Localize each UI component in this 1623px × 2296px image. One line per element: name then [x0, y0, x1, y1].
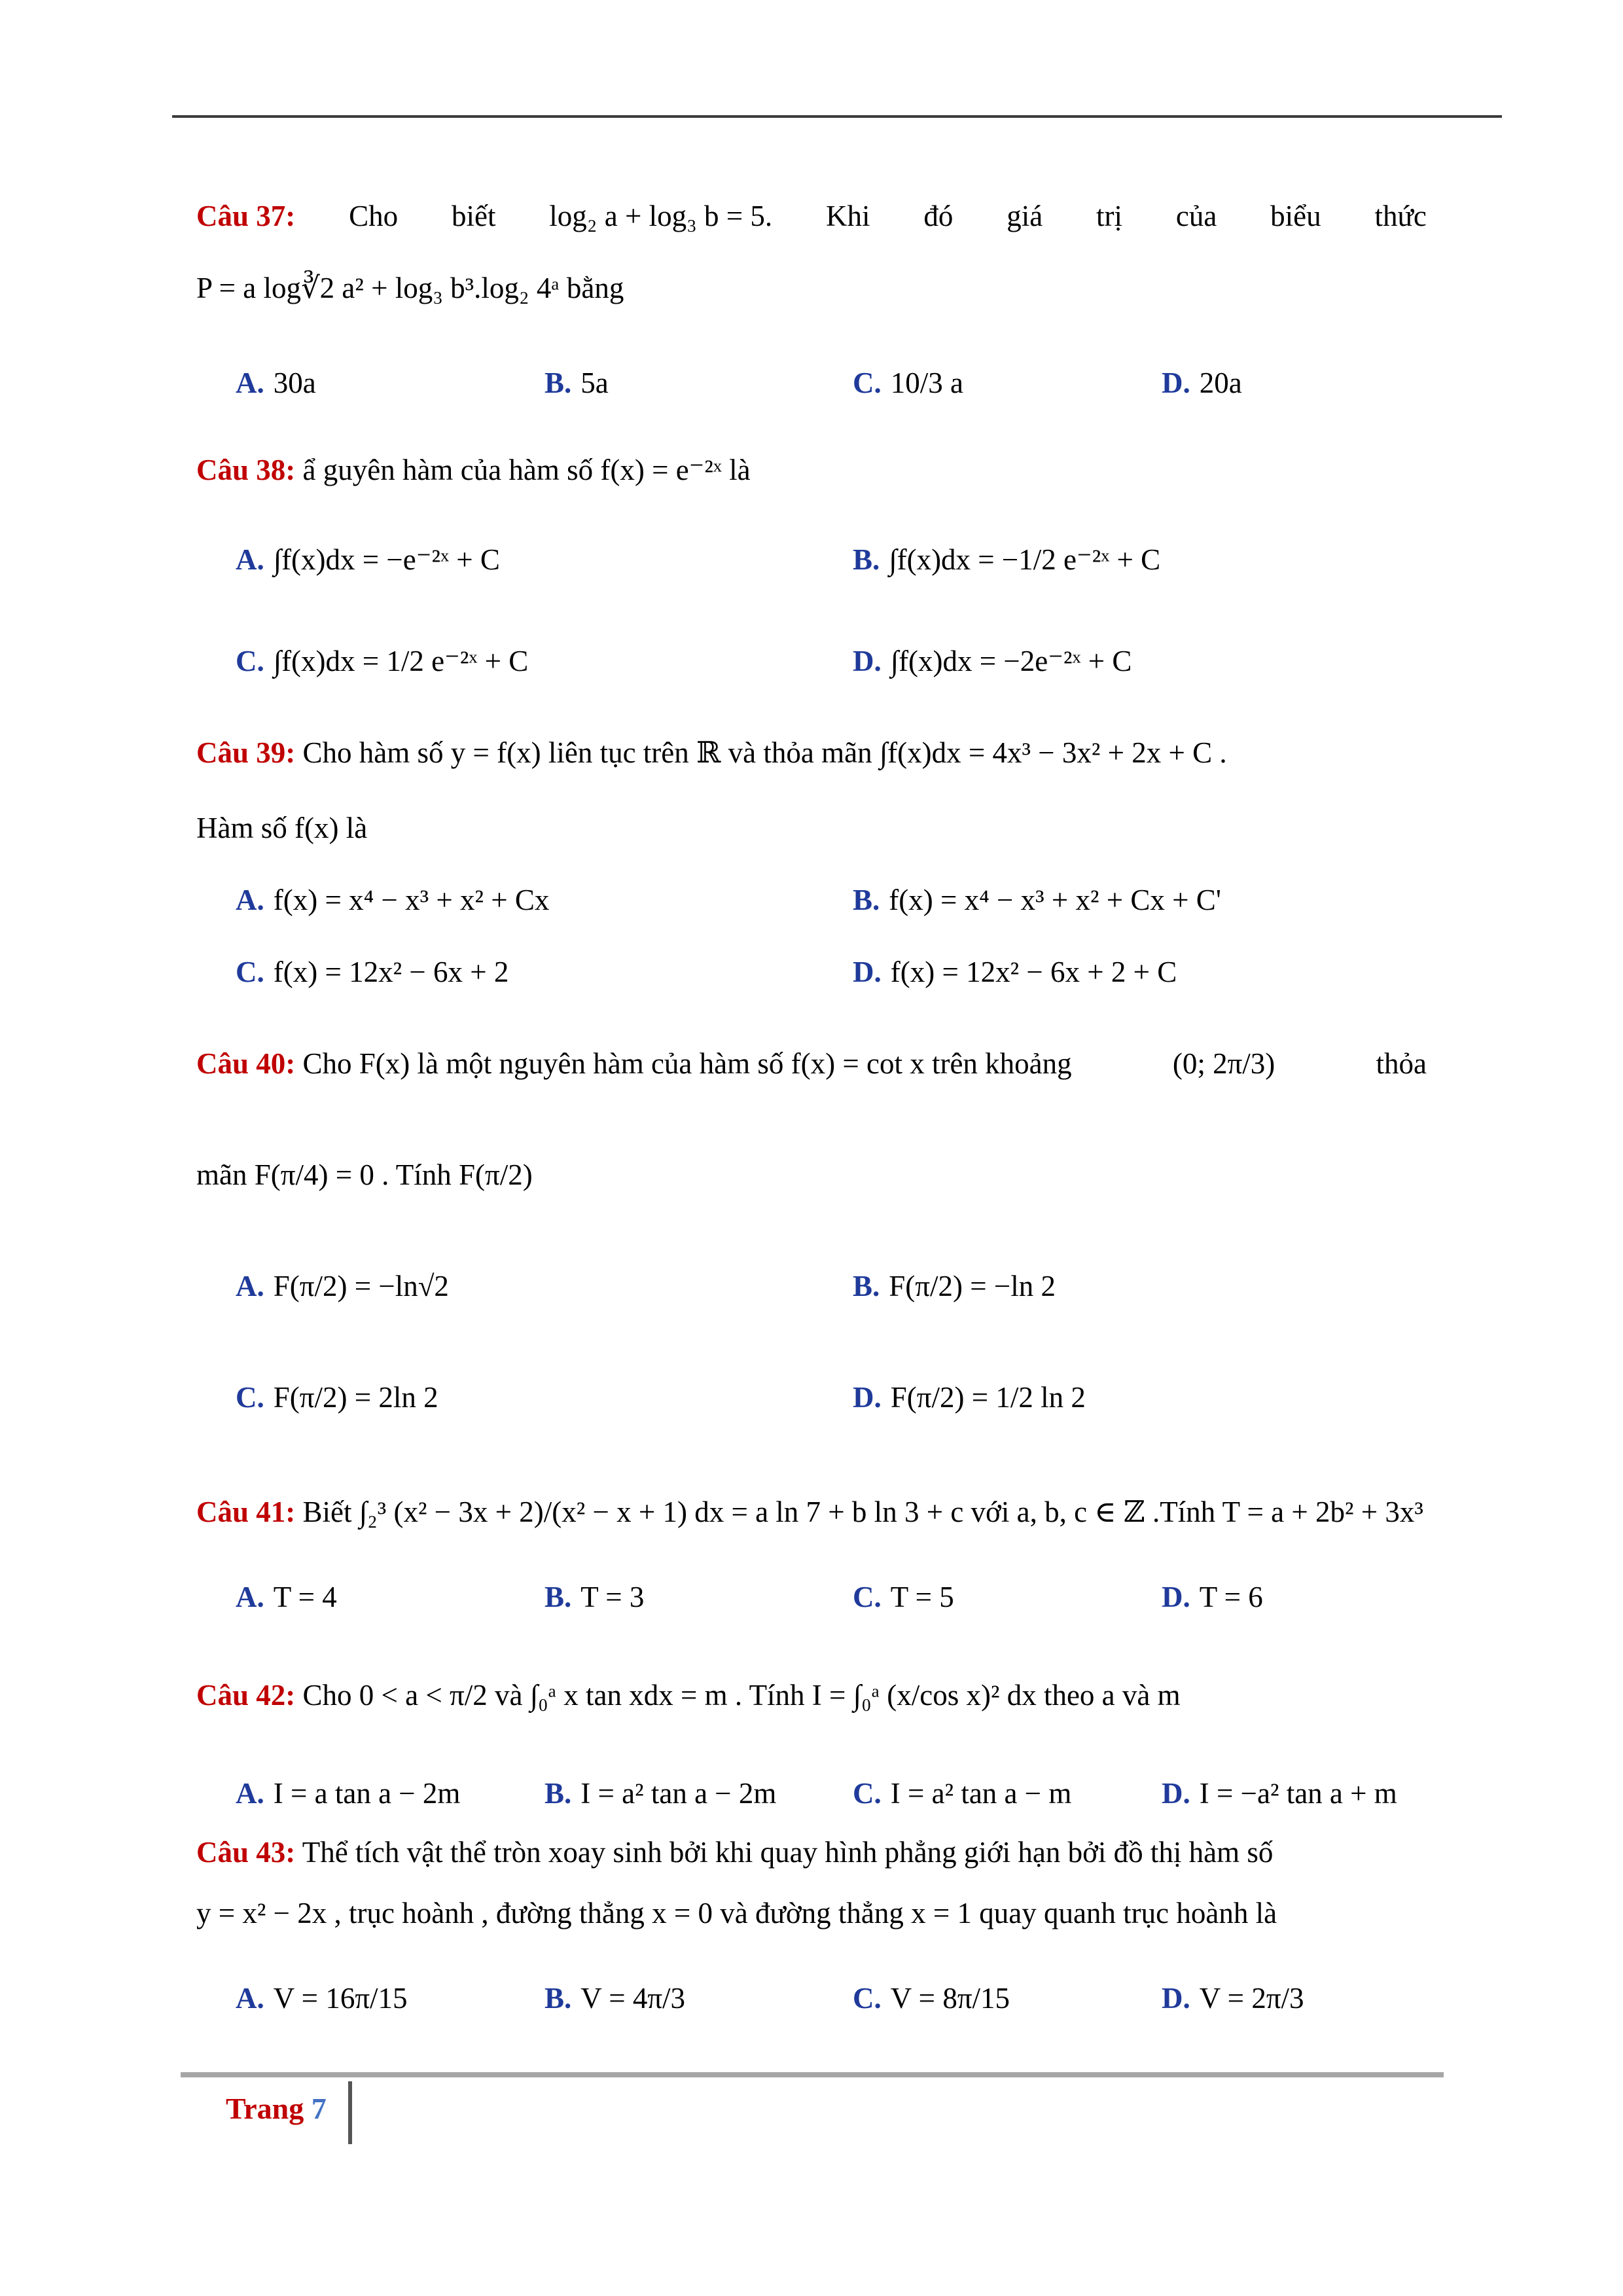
q40-text: Cho F(x) là một nguyên hàm của hàm số f(x) = cot x trên khoảng: [302, 1047, 1072, 1080]
q41-label: Câu 41:: [196, 1496, 296, 1528]
q42-text: Cho 0 < a < π/2 và ∫₀ᵃ x tan xdx = m . Tính I = ∫₀ᵃ (x/cos x)² dx theo a và m: [302, 1679, 1181, 1712]
q40-option-c[interactable]: C. F(π/2) = 2ln 2: [236, 1381, 438, 1414]
page-footer: [226, 2091, 327, 2126]
q43-text: Thể tích vật thể tròn xoay sinh bởi khi quay hình phẳng giới hạn bởi đồ thị hàm số: [302, 1836, 1274, 1869]
q37-word: thức: [1374, 200, 1427, 232]
q37-line1: [196, 196, 1427, 236]
q43-option-b[interactable]: B. V = 4π/3: [544, 1982, 686, 2015]
q43-option-a[interactable]: A. V = 16π/15: [236, 1982, 408, 2015]
footer-rule: [181, 2072, 1444, 2077]
q37-word: log₂ a + log₃ b = 5.: [549, 200, 773, 232]
q38-option-a[interactable]: A. ∫f(x)dx = −e⁻²ˣ + C: [236, 543, 500, 576]
q41-option-a[interactable]: A. T = 4: [236, 1581, 337, 1613]
footer-divider: [348, 2081, 352, 2144]
q41-text: Biết ∫₂³ (x² − 3x + 2)/(x² − x + 1) dx = a ln 7 + b ln 3 + c với a, b, c ∈ ℤ .Tính T = a + 2b² + 3x³: [302, 1496, 1423, 1528]
q39-label: Câu 39:: [196, 736, 296, 769]
q40-interval: (0; 2π/3): [1172, 1047, 1275, 1080]
q38-text: ẩ guyên hàm của hàm số f(x) = e⁻²ˣ là: [302, 454, 751, 486]
q37-word: Cho: [349, 200, 399, 232]
q39-line2: Hàm số f(x) là: [196, 812, 368, 844]
q37-word: đó: [923, 200, 954, 232]
q38-label: Câu 38:: [196, 454, 296, 486]
q37-option-b[interactable]: B. 5a: [544, 367, 609, 399]
q40-text-end: thỏa: [1376, 1047, 1427, 1080]
q38-option-d[interactable]: D. ∫f(x)dx = −2e⁻²ˣ + C: [853, 645, 1132, 677]
q40-option-b[interactable]: B. F(π/2) = −ln 2: [853, 1270, 1056, 1302]
q43-line1: [196, 1833, 1427, 1872]
q40-line1: [196, 1044, 1427, 1083]
q42-option-a[interactable]: A. I = a tan a − 2m: [236, 1777, 461, 1810]
q41-line1: [196, 1492, 1427, 1532]
q42-option-d[interactable]: D. I = −a² tan a + m: [1162, 1777, 1397, 1810]
header-rule: [172, 115, 1502, 118]
q43-option-d[interactable]: D. V = 2π/3: [1162, 1982, 1304, 2015]
q39-line1: [196, 733, 1427, 772]
q39-option-d[interactable]: D. f(x) = 12x² − 6x + 2 + C: [853, 956, 1177, 988]
q37-label: Câu 37:: [196, 200, 296, 232]
q37-word: trị: [1096, 200, 1123, 232]
q39-option-b[interactable]: B. f(x) = x⁴ − x³ + x² + Cx + C': [853, 884, 1221, 916]
q37-word: của: [1175, 200, 1217, 232]
q41-option-b[interactable]: B. T = 3: [544, 1581, 645, 1613]
q37-option-c[interactable]: C. 10/3 a: [853, 367, 963, 399]
q37-word: biểu: [1270, 200, 1321, 232]
q39-option-c[interactable]: C. f(x) = 12x² − 6x + 2: [236, 956, 509, 988]
q37-option-d[interactable]: D. 20a: [1162, 367, 1242, 399]
q37-word: Khi: [826, 200, 870, 232]
q38-option-c[interactable]: C. ∫f(x)dx = 1/2 e⁻²ˣ + C: [236, 645, 529, 677]
q42-option-b[interactable]: B. I = a² tan a − 2m: [544, 1777, 777, 1810]
q40-option-d[interactable]: D. F(π/2) = 1/2 ln 2: [853, 1381, 1086, 1414]
q41-option-d[interactable]: D. T = 6: [1162, 1581, 1263, 1613]
q39-text: Cho hàm số y = f(x) liên tục trên ℝ và thỏa mãn ∫f(x)dx = 4x³ − 3x² + 2x + C .: [302, 736, 1227, 769]
q37-option-a[interactable]: A. 30a: [236, 367, 316, 399]
q42-option-c[interactable]: C. I = a² tan a − m: [853, 1777, 1072, 1810]
page-number: 7: [311, 2092, 327, 2125]
q37-line2: P = a log∛2 a² + log₃ b³.log₂ 4ᵃ bằng: [196, 272, 624, 304]
footer-label: Trang: [226, 2092, 304, 2125]
q40-label: Câu 40:: [196, 1047, 296, 1080]
q40-option-a[interactable]: A. F(π/2) = −ln√2: [236, 1270, 449, 1302]
q42-label: Câu 42:: [196, 1679, 296, 1712]
q39-option-a[interactable]: A. f(x) = x⁴ − x³ + x² + Cx: [236, 884, 550, 916]
q41-option-c[interactable]: C. T = 5: [853, 1581, 954, 1613]
q43-label: Câu 43:: [196, 1836, 296, 1869]
q38-line1: [196, 450, 1427, 490]
q43-option-c[interactable]: C. V = 8π/15: [853, 1982, 1010, 2015]
q37-word: giá: [1007, 200, 1043, 232]
q38-option-b[interactable]: B. ∫f(x)dx = −1/2 e⁻²ˣ + C: [853, 543, 1161, 576]
q42-line1: [196, 1676, 1427, 1715]
q43-line2: y = x² − 2x , trục hoành , đường thẳng x = 0 và đường thẳng x = 1 quay quanh trục hoành là: [196, 1897, 1277, 1929]
q37-word: biết: [451, 200, 496, 232]
q40-line2: mãn F(π/4) = 0 . Tính F(π/2): [196, 1158, 533, 1191]
